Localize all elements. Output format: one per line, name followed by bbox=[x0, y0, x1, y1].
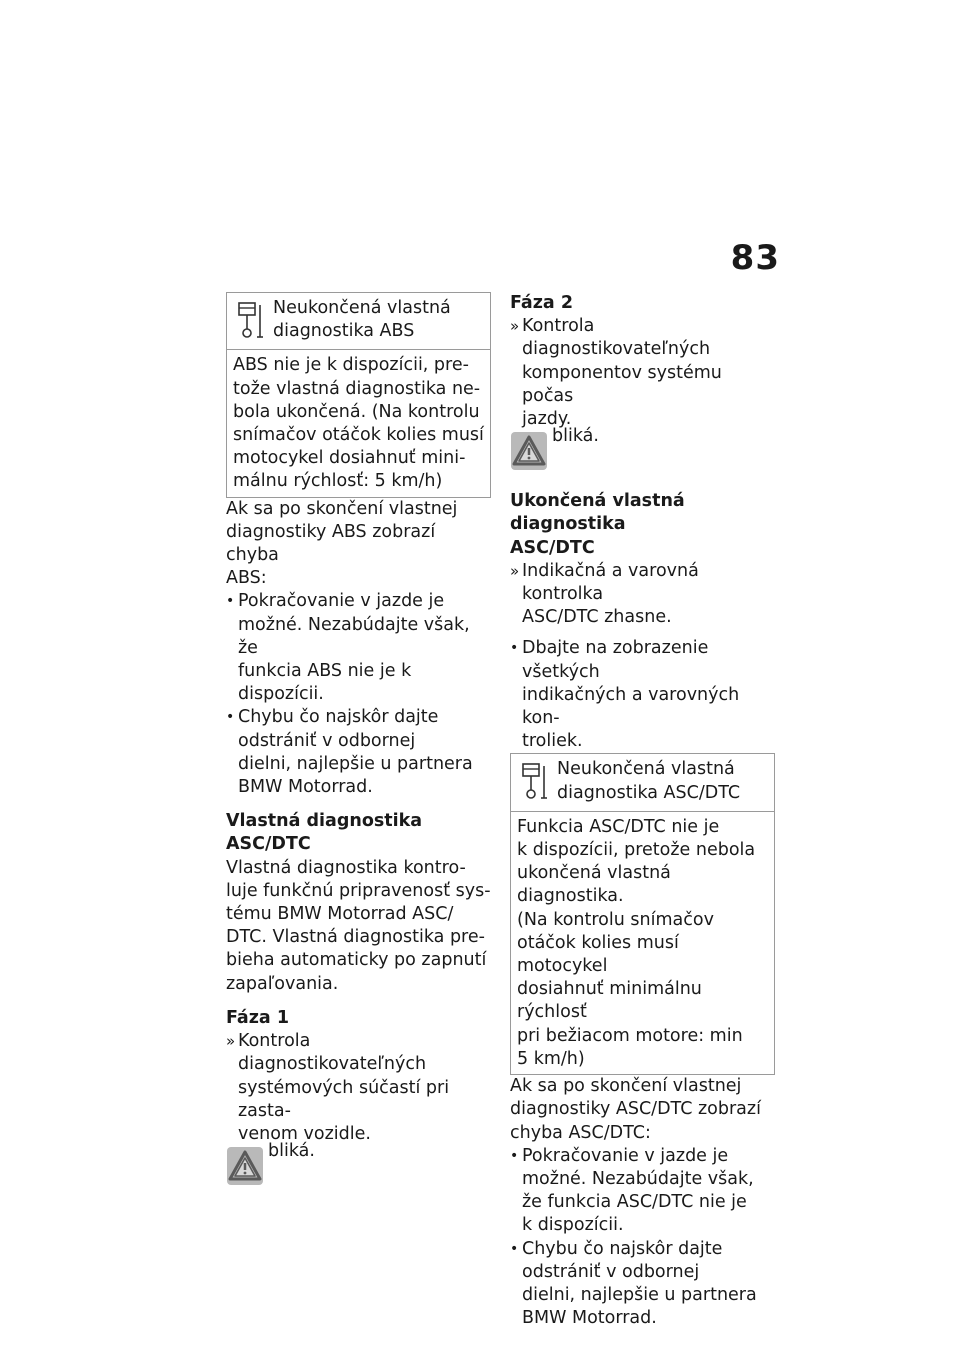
abs-error-paragraph bbox=[226, 498, 491, 591]
action-item bbox=[226, 1030, 491, 1146]
action-item bbox=[510, 315, 775, 431]
bullet-item bbox=[510, 1238, 775, 1331]
engine-diagnostic-icon bbox=[236, 301, 264, 341]
body-text: diagnostiky ABS zobrazí chyba bbox=[226, 521, 436, 566]
notice-text: Funkcia ASC/DTC nie je bbox=[517, 816, 720, 837]
body-text: chyba ASC/DTC: bbox=[510, 1122, 651, 1143]
action-text: venom vozidle. bbox=[238, 1123, 371, 1144]
self-diag-paragraph bbox=[226, 857, 491, 996]
bullet-item bbox=[226, 706, 491, 799]
notice-text: (Na kontrolu snímačov bbox=[517, 909, 714, 930]
bullet-text: troliek. bbox=[522, 731, 583, 752]
action-text: jazdy. bbox=[522, 409, 572, 430]
notice-text: pri bežiacom motore: min bbox=[517, 1025, 743, 1046]
bullet-text: odstrániť v odbornej bbox=[238, 730, 416, 751]
blinks-text: bliká. bbox=[268, 1141, 315, 1162]
body-text: ABS: bbox=[226, 568, 267, 589]
notice-body bbox=[227, 350, 490, 496]
bullet-text: možné. Nezabúdajte však, bbox=[522, 1168, 754, 1189]
notice-header bbox=[511, 754, 774, 811]
notice-box-abs bbox=[226, 292, 491, 498]
body-text: diagnostiky ASC/DTC zobrazí bbox=[510, 1099, 761, 1120]
body-text: luje funkčnú pripravenosť sys- bbox=[226, 880, 491, 901]
warning-triangle-icon bbox=[510, 431, 548, 471]
asc-error-paragraph bbox=[510, 1075, 775, 1145]
notice-text: 5 km/h) bbox=[517, 1048, 585, 1069]
action-text: systémových súčastí pri zasta- bbox=[238, 1077, 450, 1121]
notice-text: tože vlastná diagnostika ne- bbox=[233, 378, 481, 399]
notice-text: snímačov otáčok kolies musí bbox=[233, 425, 484, 446]
arrow-mark: » bbox=[510, 317, 520, 336]
bullet-text: Chybu čo najskôr dajte bbox=[522, 1238, 723, 1259]
right-column bbox=[510, 292, 775, 1330]
bullet-mark: • bbox=[510, 1240, 519, 1257]
notice-title: Neukončená vlastná bbox=[557, 759, 735, 780]
notice-text: málnu rýchlosť: 5 km/h) bbox=[233, 471, 443, 492]
bullet-text: že funkcia ASC/DTC nie je bbox=[522, 1192, 747, 1213]
body-text: DTC. Vlastná diagnostika pre- bbox=[226, 927, 485, 948]
notice-title: diagnostika ABS bbox=[273, 321, 415, 342]
notice-text: motocykel dosiahnuť mini- bbox=[233, 448, 466, 469]
bullet-item bbox=[226, 590, 491, 706]
phase-heading: Fáza 2 bbox=[510, 293, 574, 313]
heading-line: Ukončená vlastná diagnostika bbox=[510, 491, 685, 535]
bullet-item bbox=[510, 637, 775, 753]
section-heading bbox=[510, 490, 775, 560]
body-text: Ak sa po skončení vlastnej bbox=[226, 498, 458, 519]
bullet-text: Pokračovanie v jazde je bbox=[522, 1145, 729, 1166]
bullet-mark: • bbox=[510, 1147, 519, 1164]
blinks-text: bliká. bbox=[552, 426, 599, 447]
action-text: ASC/DTC zhasne. bbox=[522, 607, 672, 628]
bullet-text: k dispozícii. bbox=[522, 1215, 624, 1236]
body-text: Vlastná diagnostika kontro- bbox=[226, 857, 466, 878]
action-item bbox=[510, 560, 775, 630]
notice-text: otáčok kolies musí motocykel bbox=[517, 932, 679, 977]
action-text: komponentov systému počas bbox=[522, 362, 722, 406]
bullet-text: indikačných a varovných kon- bbox=[522, 684, 740, 729]
bullet-text: BMW Motorrad. bbox=[522, 1308, 657, 1329]
bullet-text: dielni, najlepšie u partnera bbox=[522, 1284, 757, 1305]
bullet-text: možné. Nezabúdajte však, že bbox=[238, 614, 470, 658]
notice-box-asc-dtc bbox=[510, 753, 775, 1075]
bullet-text: Pokračovanie v jazde je bbox=[238, 591, 445, 612]
notice-text: bola ukončená. (Na kontrolu bbox=[233, 401, 480, 422]
bullet-mark: • bbox=[226, 709, 235, 726]
notice-header bbox=[227, 293, 490, 350]
warning-indicator-row bbox=[510, 426, 775, 479]
bullet-text: dielni, najlepšie u partnera bbox=[238, 753, 473, 774]
warning-triangle-icon bbox=[226, 1146, 264, 1186]
arrow-mark: » bbox=[226, 1032, 236, 1051]
notice-text: ukončená vlastná diagnostika. bbox=[517, 863, 671, 907]
body-text: bieha automaticky po zapnutí bbox=[226, 950, 487, 971]
page-number: 83 bbox=[730, 238, 780, 278]
phase-heading: Fáza 1 bbox=[226, 1007, 290, 1028]
bullet-mark: • bbox=[510, 640, 519, 657]
warning-indicator-row bbox=[226, 1141, 491, 1194]
notice-text: k dispozícii, pretože nebola bbox=[517, 840, 756, 861]
engine-diagnostic-icon bbox=[520, 762, 548, 802]
bullet-mark: • bbox=[226, 593, 235, 610]
left-column bbox=[226, 292, 491, 1194]
heading-line: ASC/DTC bbox=[510, 537, 595, 558]
notice-text: dosiahnuť minimálnu rýchlosť bbox=[517, 979, 702, 1023]
bullet-text: odstrániť v odbornej bbox=[522, 1261, 700, 1282]
bullet-item bbox=[510, 1145, 775, 1238]
body-text: zapaľovania. bbox=[226, 973, 339, 994]
notice-title: Neukončená vlastná bbox=[273, 298, 451, 318]
body-text: tému BMW Motorrad ASC/ bbox=[226, 904, 454, 925]
notice-title: diagnostika ASC/DTC bbox=[557, 782, 741, 803]
body-text: Ak sa po skončení vlastnej bbox=[510, 1076, 742, 1097]
arrow-mark: » bbox=[510, 561, 520, 580]
notice-body bbox=[511, 812, 774, 1074]
bullet-text: BMW Motorrad. bbox=[238, 777, 373, 798]
action-text: Kontrola diagnostikovateľných bbox=[238, 1031, 427, 1075]
bullet-text: Dbajte na zobrazenie všetkých bbox=[522, 638, 709, 682]
action-text: Indikačná a varovná kontrolka bbox=[522, 560, 699, 605]
bullet-text: Chybu čo najskôr dajte bbox=[238, 707, 439, 728]
action-text: Kontrola diagnostikovateľných bbox=[522, 316, 711, 360]
notice-text: ABS nie je k dispozícii, pre- bbox=[233, 355, 469, 376]
bullet-text: funkcia ABS nie je k dispozícii. bbox=[238, 661, 412, 705]
section-heading: Vlastná diagnostika ASC/DTC bbox=[226, 811, 423, 855]
